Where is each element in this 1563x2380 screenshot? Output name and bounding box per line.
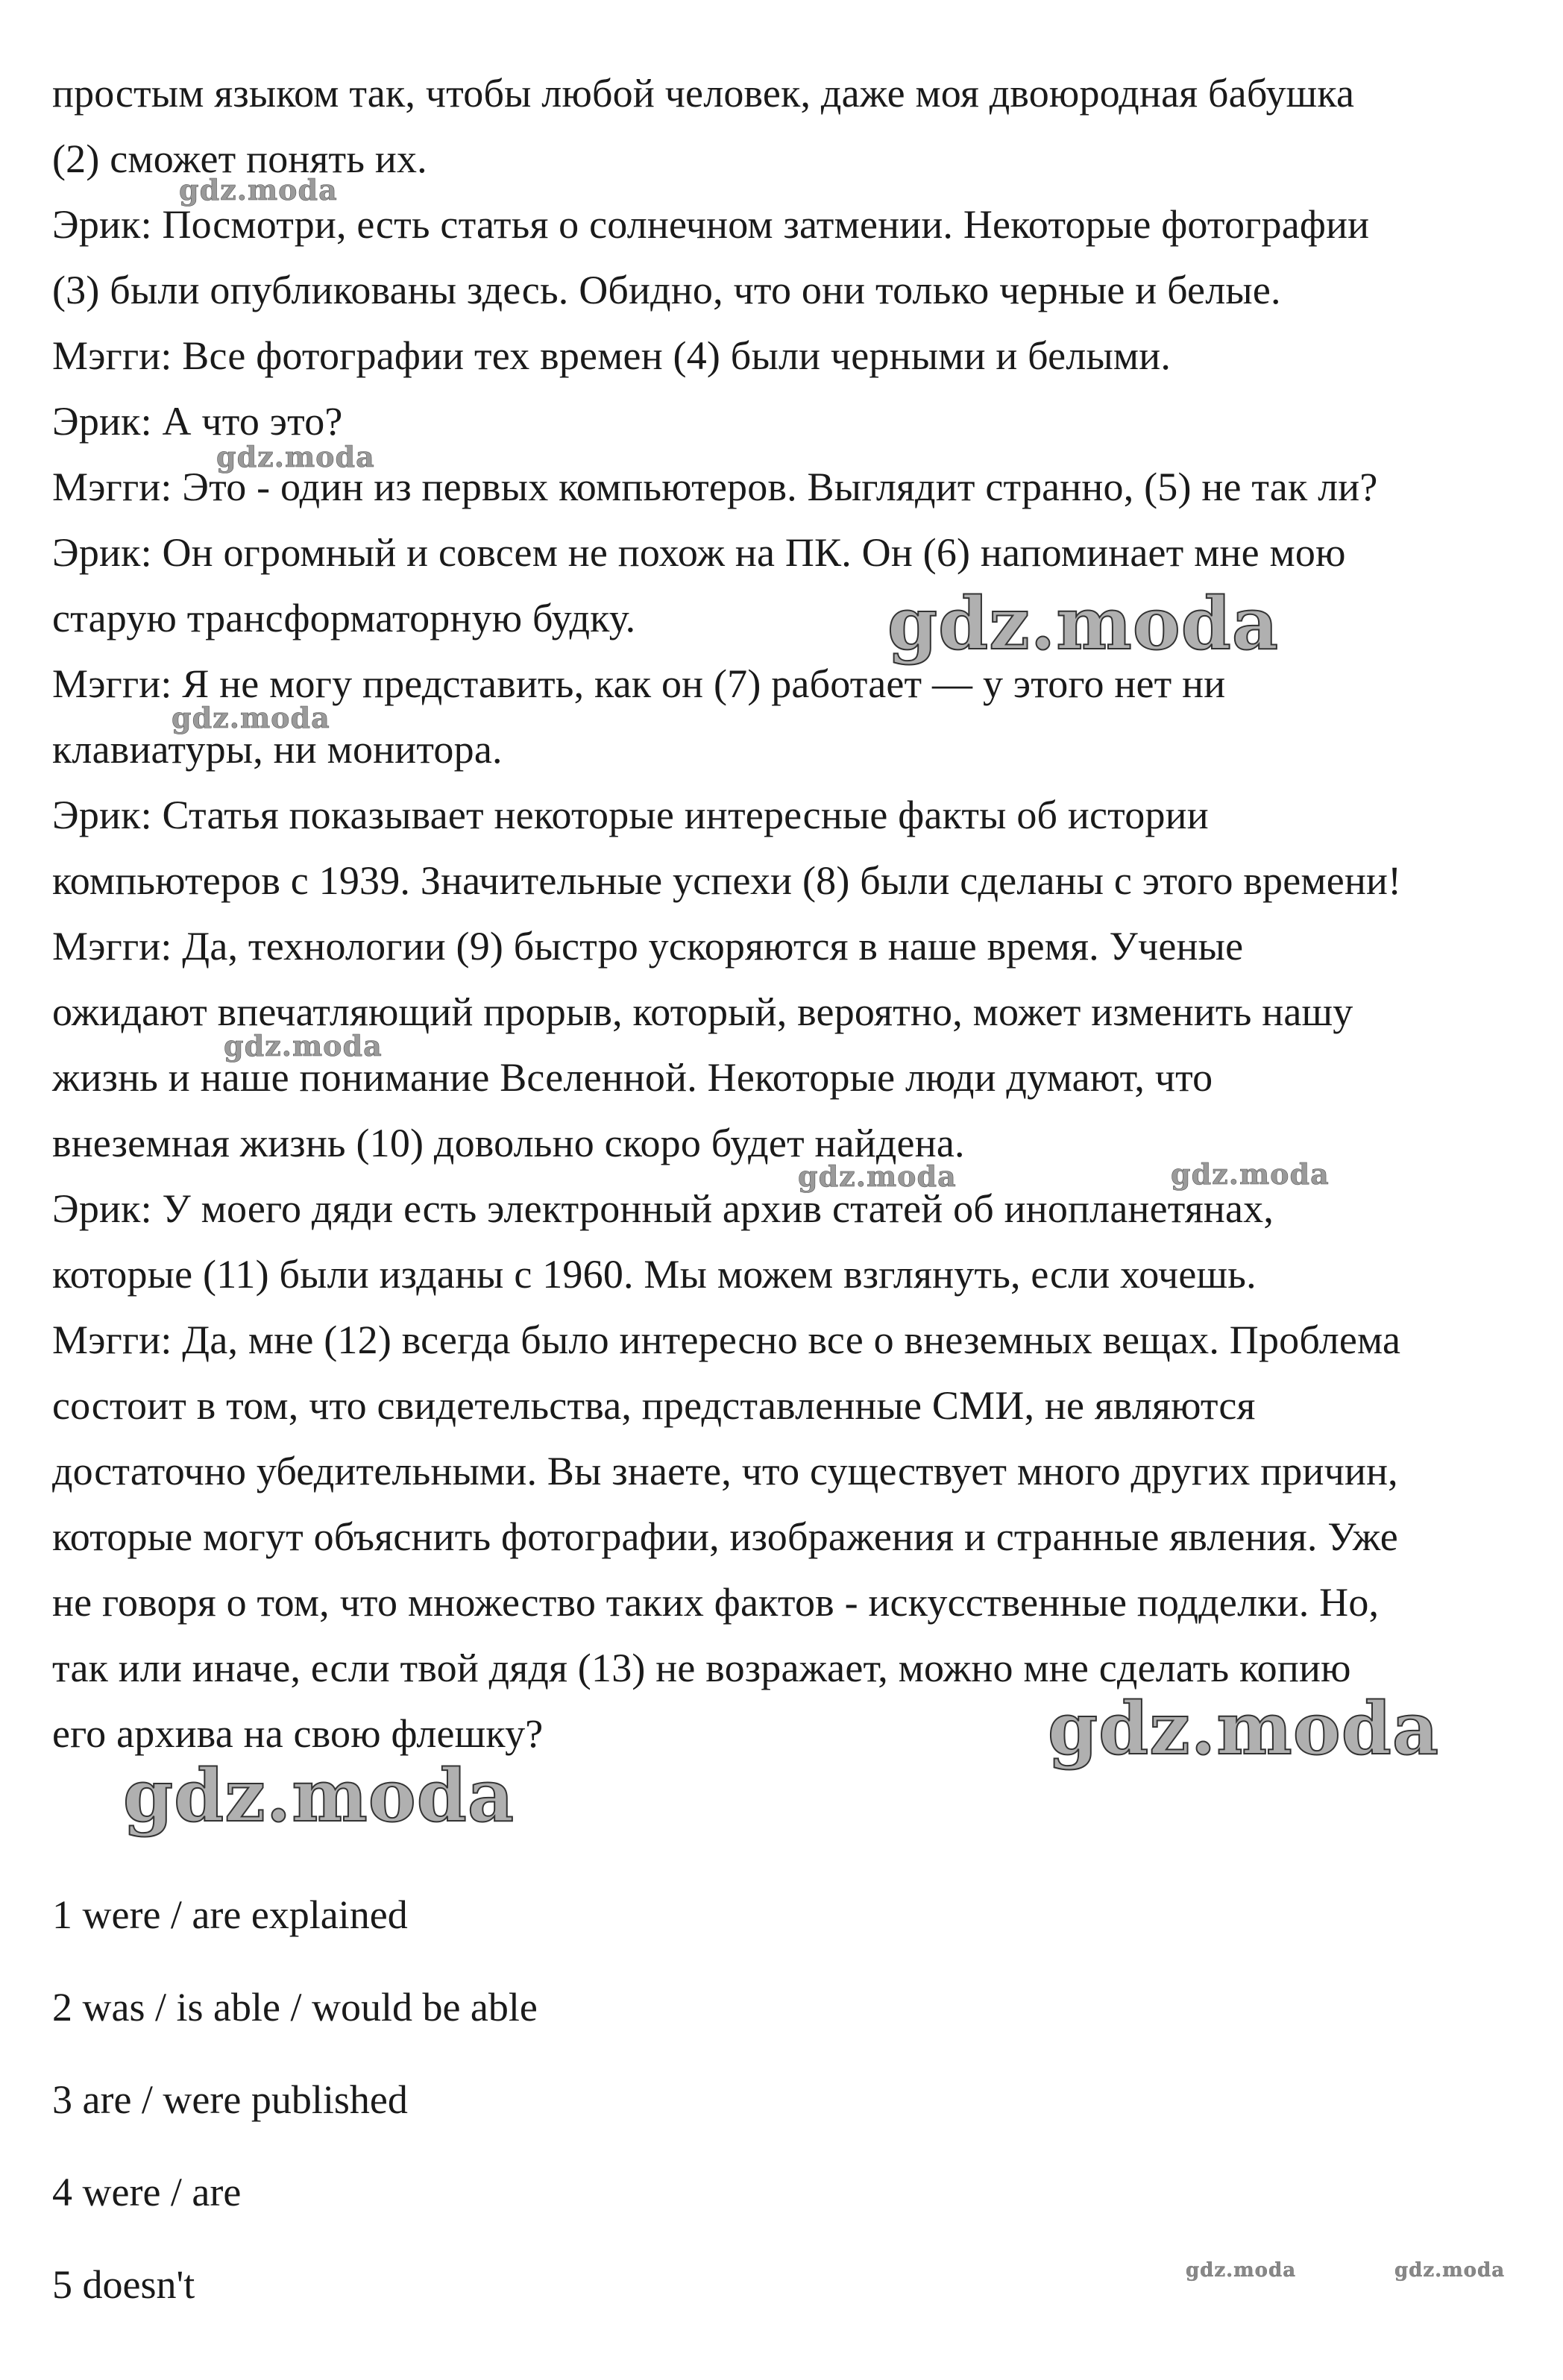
text-line: которые могут объяснить фотографии, изображения и странные явления. Уже <box>52 1514 1398 1559</box>
text-line: внеземная жизнь (10) довольно скоро будет найдена. <box>52 1121 965 1165</box>
text-line: ожидают впечатляющий прорыв, который, вероятно, может изменить нашу <box>52 989 1353 1034</box>
text-line: Эрик: А что это? <box>52 399 343 444</box>
watermark: gdz.moda <box>216 440 375 473</box>
watermark: gdz.moda <box>1186 2259 1297 2282</box>
text-line: его архива на свою флешку? <box>52 1711 544 1756</box>
text-line: Мэгги: Все фотографии тех времен (4) были черными и белыми. <box>52 333 1172 378</box>
watermark: gdz.moda <box>887 582 1280 666</box>
watermark: gdz.moda <box>123 1754 515 1838</box>
text-line: клавиатуры, ни монитора. <box>52 727 503 772</box>
text-line: Мэгги: Я не могу представить, как он (7) работает — у этого нет ни <box>52 661 1226 706</box>
watermark: gdz.moda <box>1394 2259 1506 2282</box>
text-line: состоит в том, что свидетельства, представленные СМИ, не являются <box>52 1383 1256 1428</box>
text-line: жизнь и наше понимание Вселенной. Некоторые люди думают, что <box>52 1055 1213 1100</box>
text-line: Эрик: Статья показывает некоторые интересные факты об истории <box>52 793 1209 837</box>
watermark: gdz.moda <box>172 701 330 734</box>
text-line: Мэгги: Да, мне (12) всегда было интересно все о внеземных вещах. Проблема <box>52 1318 1401 1362</box>
text-line: Мэгги: Да, технологии (9) быстро ускоряются в наше время. Ученые <box>52 924 1244 969</box>
watermark: gdz.moda <box>1171 1157 1330 1191</box>
text-line: компьютеров с 1939. Значительные успехи (8) были сделаны с этого времени! <box>52 858 1402 903</box>
answer-item: 5 doesn't <box>52 2262 195 2307</box>
watermark: gdz.moda <box>798 1159 957 1193</box>
text-line: Эрик: Посмотри, есть статья о солнечном затмении. Некоторые фотографии <box>52 202 1370 247</box>
answer-item: 2 was / is able / would be able <box>52 1985 538 2030</box>
answer-item: 4 were / are <box>52 2170 242 2214</box>
text-line: (2) сможет понять их. <box>52 136 427 181</box>
answer-item: 1 were / are explained <box>52 1892 408 1937</box>
text-line: не говоря о том, что множество таких фактов - искусственные подделки. Но, <box>52 1580 1380 1625</box>
watermark: gdz.moda <box>1048 1687 1440 1771</box>
answer-item: 3 are / were published <box>52 2077 408 2122</box>
watermark: gdz.moda <box>179 173 338 207</box>
watermark: gdz.moda <box>224 1029 383 1062</box>
text-line: Мэгги: Это - один из первых компьютеров. Выглядит странно, (5) не так ли? <box>52 465 1378 509</box>
text-line: которые (11) были изданы с 1960. Мы можем взглянуть, если хочешь. <box>52 1252 1257 1297</box>
text-line: (3) были опубликованы здесь. Обидно, что они только черные и белые. <box>52 268 1281 312</box>
text-line: простым языком так, чтобы любой человек, даже моя двоюродная бабушка <box>52 71 1355 116</box>
text-line: старую трансформаторную будку. <box>52 596 636 640</box>
text-line: достаточно убедительными. Вы знаете, что существует много других причин, <box>52 1449 1398 1493</box>
text-line: Эрик: Он огромный и совсем не похож на ПК. Он (6) напоминает мне мою <box>52 530 1346 575</box>
text-line: так или иначе, если твой дядя (13) не возражает, можно мне сделать копию <box>52 1646 1351 1690</box>
text-line: Эрик: У моего дяди есть электронный архив статей об инопланетянах, <box>52 1186 1274 1231</box>
